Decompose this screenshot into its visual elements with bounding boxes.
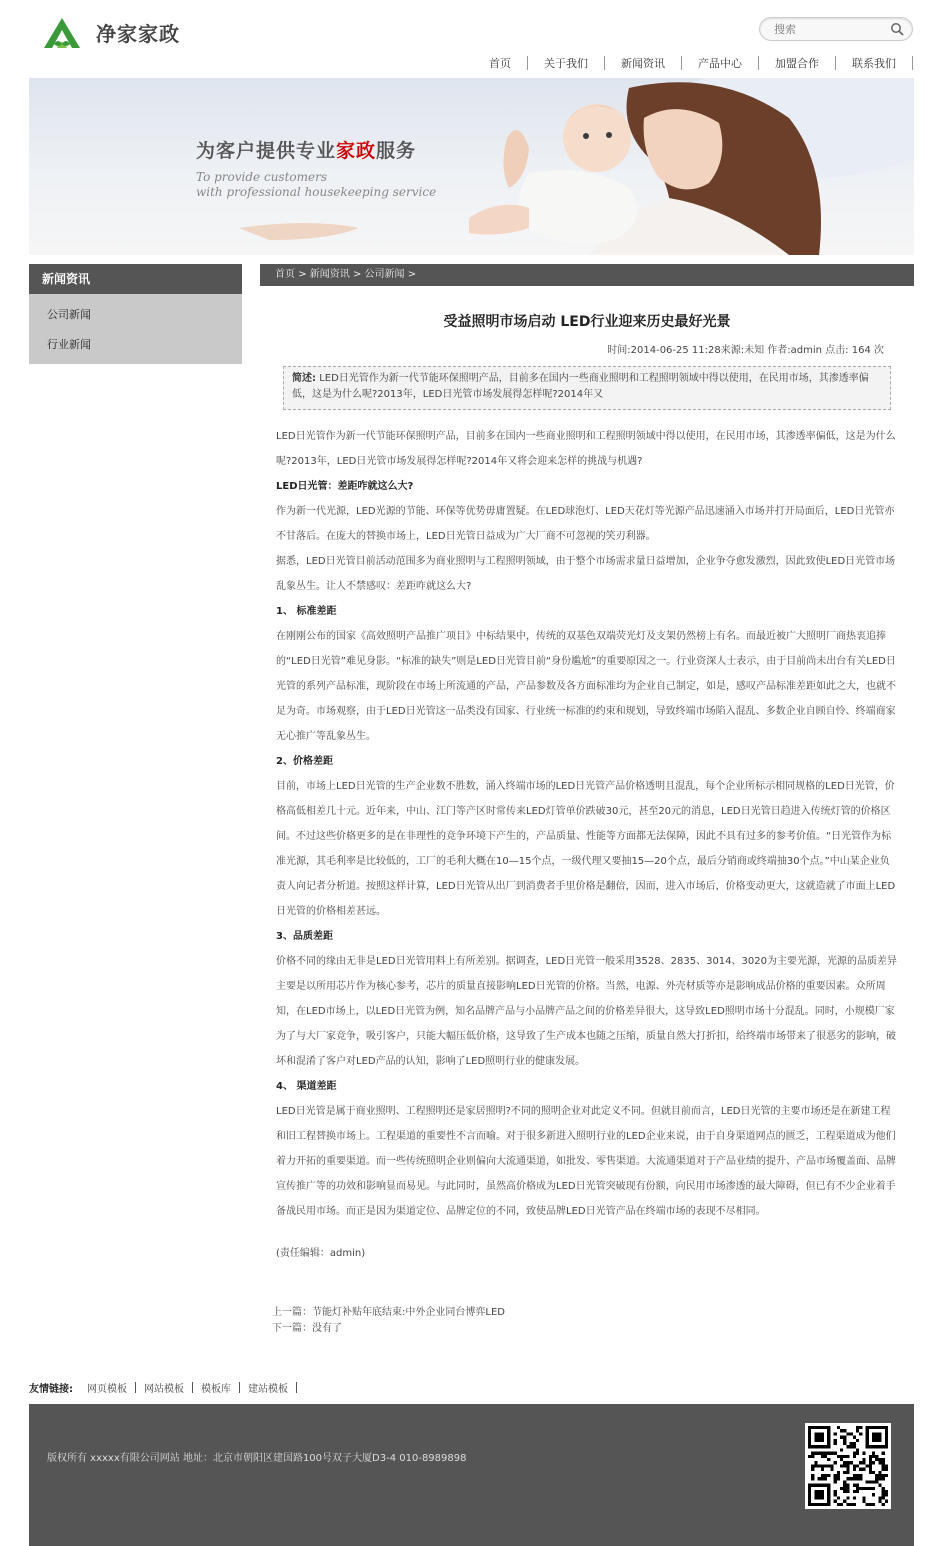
logo-text: 净家家政 [96, 21, 180, 46]
article-paragraph: 作为新一代光源，LED光源的节能、环保等优势毋庸置疑。在LED球泡灯、LED天花灯等光源产品迅速涌入市场并打开局面后，LED日光管亦不甘落后。在庞大的替换市场上，LED日光管日益成为广大厂商不可忽视的笑刃利器。 [276, 506, 895, 542]
article-title: 受益照明市场启动 LED行业迎来历史最好光景 [443, 314, 731, 330]
article-paragraph: LED日光管作为新一代节能环保照明产品，目前多在国内一些商业照明和工程照明领域中得以使用，在民用市场，其渗透率偏低，这是为什么呢?2013年，LED日光管市场发展得怎样呢?2014年又将会迎来怎样的挑战与机遇? [276, 431, 896, 467]
friend-links-label: 友情链接: [29, 1384, 73, 1395]
friend-link[interactable]: 网页模板 [87, 1384, 127, 1395]
sidebar-item-company-news[interactable]: 公司新闻 [47, 308, 91, 321]
nav-item-products[interactable]: 产品中心 [698, 57, 742, 70]
article-paragraph: 在刚刚公布的国家《高效照明产品推广项目》中标结果中，传统的双基色双端荧光灯及支架仍然榜上有名。而最近被广大照明厂商热衷追捧的“LED日光管”难见身影。“标准的缺失”则是LED日光管目前“身份尴尬”的重要原因之一。行业资深人士表示，由于目前尚未出台有关LED日光管的系列产品标准，现阶段在市场上所流通的产品，产品参数及各方面标准均为企业自己制定，如是，感叹产品标准差距如此之大，也就不足为奇。市场观察，由于LED日光管这一品类没有国家、行业统一标准的约束和规划，导致终端市场陷入混乱、多数企业自顾自怜、终端商家无心推广等乱象丛生。 [276, 631, 896, 742]
article-subheading: LED日光管：差距咋就这么大? [276, 481, 414, 492]
link-divider [296, 1382, 297, 1393]
search-input[interactable] [774, 18, 894, 40]
article-paragraph: 据悉，LED日光管目前活动范围多为商业照明与工程照明领域，由于整个市场需求量日益增加，企业争夺愈发激烈，因此致使LED日光管市场乱象丛生。让人不禁感叹：差距咋就这么大? [276, 556, 896, 592]
article-body [276, 424, 898, 1224]
footer [29, 1404, 914, 1546]
house-leaf-icon [40, 14, 92, 50]
hero-banner [29, 78, 914, 255]
prev-label: 上一篇： [272, 1307, 312, 1318]
sidebar [29, 264, 242, 364]
article-paragraph: 价格不同的缘由无非是LED日光管用料上有所差别。据调查，LED日光管一般采用3528、2835、3014、3020为主要光源，光源的品质差异主要是以所用芯片作为核心参考，芯片的质量直接影响LED日光管的价格。当然，电源、外壳材质等亦是影响成品价格的重要因素。众所周知，在LED市场上，以LED日光管为例，知名品牌产品与小品牌产品之间的价格差异很大，这导致LED照明市场十分混乱。同时，小规模厂家为了与大厂家竞争，吸引客户，只能大幅压低价格，这导致了生产成本也随之压缩，质量自然大打折扣，给终端市场带来了很恶劣的影响，破坏和混淆了客户对LED产品的认知，影响了LED照明行业的健康发展。 [276, 956, 897, 1067]
next-article-text: 没有了 [312, 1323, 342, 1334]
nav-item-news[interactable]: 新闻资讯 [621, 57, 665, 70]
banner-subtitle-line1: To provide customers [196, 170, 327, 184]
header [0, 0, 940, 78]
friend-link[interactable]: 网站模板 [144, 1384, 184, 1395]
article [260, 286, 914, 1337]
friend-link[interactable]: 模板库 [201, 1384, 231, 1395]
article-paragraph: 目前，市场上LED日光管的生产企业数不胜数，涌入终端市场的LED日光管产品价格透明且混乱，每个企业所标示相同规格的LED日光管，价格高低相差几十元。近年来，中山、江门等产区时常传来LED灯管单价跌破30元，甚至20元的消息，LED日光管日趋进入传统灯管的价格区间。不过这些价格更多的是在非理性的竞争环境下产生的，产品质量、性能等方面都无法保障，因此不具有过多的参考价值。“日光管作为标准光源，其毛利率是比较低的，工厂的毛利大概在10—15个点，一级代理又要抽15—20个点，最后分销商或终端抽30个点。”中山某企业负责人向记者分析道。按照这样计算，LED日光管从出厂到消费者手里价格是翻倍，因而，进入市场后，价格变动更大，这就造就了市面上LED日光管的价格相差甚远。 [276, 781, 896, 917]
article-editor: (责任编辑：admin) [276, 1248, 366, 1259]
nav-item-home[interactable]: 首页 [489, 57, 511, 70]
nav-item-contact[interactable]: 联系我们 [852, 57, 896, 70]
headline-text-end: 服务 [376, 140, 417, 162]
search-box [759, 17, 913, 41]
summary-text: LED日光管作为新一代节能环保照明产品，目前多在国内一些商业照明和工程照明领域中得以使用，在民用市场，其渗透率偏低，这是为什么呢?2013年，LED日光管市场发展得怎样呢?2014年又 [292, 373, 869, 400]
qr-code-icon [805, 1423, 891, 1509]
headline-highlight: 家政 [336, 140, 377, 162]
article-subheading: 2、价格差距 [276, 756, 333, 767]
breadcrumb-home[interactable]: 首页 [275, 269, 295, 280]
friend-link[interactable]: 建站模板 [248, 1384, 288, 1395]
logo[interactable] [40, 12, 180, 52]
article-summary [283, 366, 891, 410]
breadcrumb [260, 264, 914, 286]
next-article [272, 1321, 914, 1337]
nav-item-franchise[interactable]: 加盟合作 [775, 57, 819, 70]
breadcrumb-separator: > [407, 269, 417, 280]
headline-text: 为客户提供专业 [196, 140, 337, 162]
mother-baby-illustration [29, 78, 914, 255]
article-subheading: 1、 标准差距 [276, 606, 337, 617]
summary-label: 简述: [292, 373, 316, 384]
friend-links [29, 1380, 297, 1395]
nav-divider [912, 56, 913, 70]
article-subheading: 3、品质差距 [276, 931, 333, 942]
footer-copyright: 版权所有 xxxxx有限公司网站 地址：北京市朝阳区建国路100号双子大厦D3-4 010-8989898 [47, 1453, 467, 1464]
breadcrumb-separator: > [352, 269, 362, 280]
search-icon[interactable] [890, 22, 904, 36]
banner-subtitle-line2: with professional housekeeping service [196, 185, 437, 199]
sidebar-list [29, 294, 242, 364]
prev-article [272, 1305, 914, 1321]
breadcrumb-company-news[interactable]: 公司新闻 [364, 269, 405, 280]
sidebar-item-industry-news[interactable]: 行业新闻 [47, 338, 91, 351]
breadcrumb-news[interactable]: 新闻资讯 [309, 269, 350, 280]
breadcrumb-separator: > [298, 269, 307, 280]
article-meta: 时间:2014-06-25 11:28来源:未知 作者:admin 点击: 164 次 [607, 345, 884, 356]
sidebar-title: 新闻资讯 [29, 264, 242, 294]
banner-subtitle [196, 170, 436, 200]
prev-article-link[interactable]: 节能灯补贴年底结束:中外企业同台博弈LED [312, 1307, 505, 1318]
nav-item-about[interactable]: 关于我们 [544, 57, 588, 70]
next-label: 下一篇： [272, 1323, 312, 1334]
article-pager [272, 1305, 914, 1337]
article-subheading: 4、 渠道差距 [276, 1081, 337, 1092]
article-paragraph: LED日光管是属于商业照明、工程照明还是家居照明?不同的照明企业对此定义不同。但就目前而言，LED日光管的主要市场还是在新建工程和旧工程替换市场上。工程渠道的重要性不言而喻。对于很多新进入照明行业的LED企业来说，由于自身渠道网点的匮乏，工程渠道成为他们着力开拓的重要渠道。而一些传统照明企业则偏向大流通渠道，如批发、零售渠道。大流通渠道对于产品业绩的提升、产品市场覆盖面、品牌宣传推广等的功效和影响显而易见。与此同时，虽然高价格成为LED日光管突破现有份额，向民用市场渗透的最大障碍，但已有不少企业着手备战民用市场。而正是因为渠道定位、品牌定位的不同，致使品牌LED日光管产品在终端市场的表现不尽相同。 [276, 1106, 896, 1217]
banner-headline [196, 136, 416, 163]
main-nav [473, 53, 913, 73]
